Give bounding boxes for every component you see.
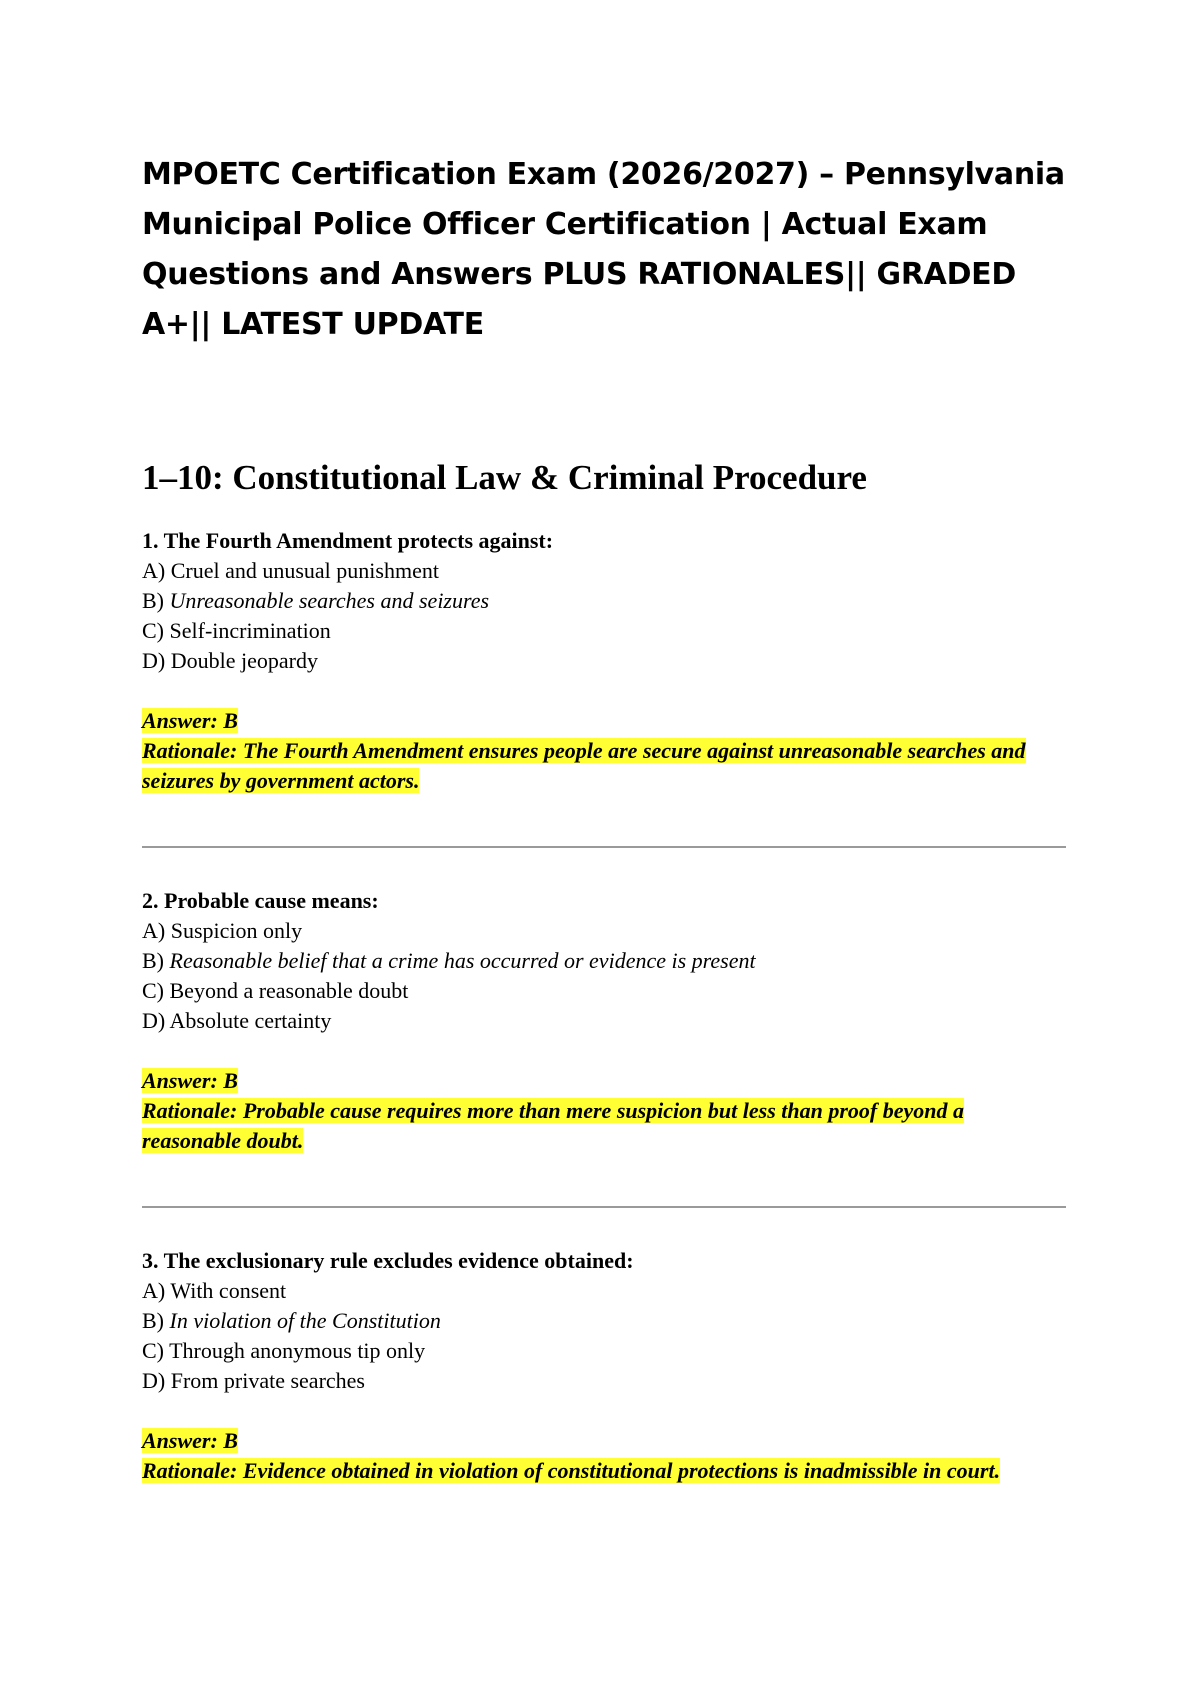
document-page — [142, 150, 1066, 1486]
option-letter: C) — [142, 618, 164, 643]
question-stem: 1. The Fourth Amendment protects against: — [142, 528, 554, 553]
answer-block — [142, 706, 1066, 796]
option-text: From private searches — [170, 1368, 365, 1393]
option-text: Unreasonable searches and seizures — [169, 588, 490, 613]
option-text: In violation of the Constitution — [169, 1308, 441, 1333]
section-heading: 1–10: Constitutional Law & Criminal Procedure — [142, 458, 867, 497]
option-b — [142, 1306, 1066, 1336]
option-d — [142, 1366, 1066, 1396]
option-a — [142, 556, 1066, 586]
document-title: MPOETC Certification Exam (2026/2027) – Pennsylvania Municipal Police Officer Certification | Actual Exam Questions and Answers PLUS RATIONALES|| GRADED A+|| LATEST UPDATE — [142, 157, 1065, 342]
option-c — [142, 976, 1066, 1006]
option-letter: B) — [142, 948, 164, 973]
option-text: Through anonymous tip only — [169, 1338, 426, 1363]
option-b — [142, 946, 1066, 976]
option-text: Reasonable belief that a crime has occurred or evidence is present — [169, 948, 756, 973]
option-text: Beyond a reasonable doubt — [169, 978, 409, 1003]
option-c — [142, 616, 1066, 646]
option-letter: D) — [142, 1008, 166, 1033]
option-letter: B) — [142, 588, 164, 613]
option-b — [142, 586, 1066, 616]
answer-label: Answer: B — [142, 1428, 238, 1453]
question-3 — [142, 1246, 1066, 1486]
option-letter: C) — [142, 1338, 164, 1363]
option-d — [142, 1006, 1066, 1036]
option-letter: A) — [142, 918, 166, 943]
answer-block — [142, 1426, 1066, 1486]
option-text: Cruel and unusual punishment — [170, 558, 439, 583]
answer-label: Answer: B — [142, 1068, 238, 1093]
answer-label: Answer: B — [142, 708, 238, 733]
option-letter: C) — [142, 978, 164, 1003]
rationale-text: Rationale: Evidence obtained in violation of constitutional protections is inadmissible in court. — [142, 1458, 1001, 1483]
question-stem: 3. The exclusionary rule excludes evidence obtained: — [142, 1248, 634, 1273]
option-text: Suspicion only — [170, 918, 303, 943]
option-a — [142, 916, 1066, 946]
option-a — [142, 1276, 1066, 1306]
section-divider — [142, 1206, 1066, 1208]
option-letter: B) — [142, 1308, 164, 1333]
option-text: Self-incrimination — [169, 618, 331, 643]
option-d — [142, 646, 1066, 676]
option-letter: A) — [142, 1278, 166, 1303]
rationale-text: Rationale: The Fourth Amendment ensures people are secure against unreasonable searches and seizures by government actors. — [142, 738, 1026, 793]
rationale-text: Rationale: Probable cause requires more than mere suspicion but less than proof beyond a reasonable doubt. — [142, 1098, 964, 1153]
section-divider — [142, 846, 1066, 848]
question-stem: 2. Probable cause means: — [142, 888, 379, 913]
option-text: Absolute certainty — [169, 1008, 332, 1033]
option-letter: A) — [142, 558, 166, 583]
option-letter: D) — [142, 1368, 166, 1393]
option-text: With consent — [170, 1278, 287, 1303]
option-letter: D) — [142, 648, 166, 673]
question-1 — [142, 526, 1066, 796]
answer-block — [142, 1066, 1066, 1156]
question-2 — [142, 886, 1066, 1156]
option-text: Double jeopardy — [170, 648, 318, 673]
option-c — [142, 1336, 1066, 1366]
